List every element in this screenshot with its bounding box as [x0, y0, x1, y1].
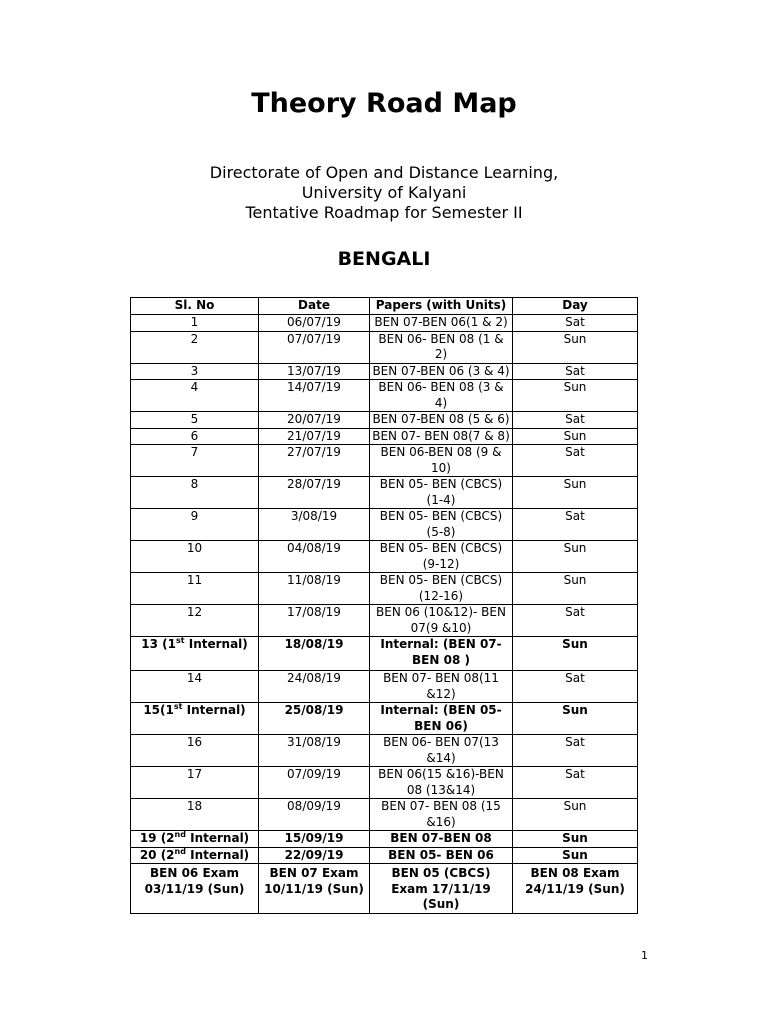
subject-heading: BENGALI — [337, 248, 431, 270]
exam-cell: BEN 08 Exam 24/11/19 (Sun) — [513, 864, 638, 914]
papers-cell: BEN 05- BEN (CBCS)(9-12) — [370, 541, 513, 573]
table-row — [131, 799, 638, 831]
day-cell: Sat — [513, 671, 638, 703]
subtitle-line-1: Directorate of Open and Distance Learning, — [209, 163, 559, 182]
table-row — [131, 703, 638, 735]
sl-no-cell: 15(1st Internal) — [131, 703, 259, 735]
sl-no-cell: 5 — [131, 412, 259, 429]
header-papers: Papers (with Units) — [370, 298, 513, 315]
date-cell: 13/07/19 — [259, 363, 370, 380]
papers-cell: BEN 06-BEN 08 (9 & 10) — [370, 445, 513, 477]
exam-cell: BEN 06 Exam 03/11/19 (Sun) — [131, 864, 259, 914]
date-cell: 11/08/19 — [259, 573, 370, 605]
day-cell: Sat — [513, 315, 638, 332]
header-day: Day — [513, 298, 638, 315]
sl-no-cell: 12 — [131, 605, 259, 637]
table-row — [131, 412, 638, 429]
day-cell: Sun — [513, 477, 638, 509]
date-cell: 24/08/19 — [259, 671, 370, 703]
sl-no-cell: 16 — [131, 735, 259, 767]
table-row — [131, 605, 638, 637]
day-cell: Sat — [513, 605, 638, 637]
date-cell: 18/08/19 — [259, 637, 370, 671]
date-cell: 06/07/19 — [259, 315, 370, 332]
papers-cell: BEN 06(15 &16)-BEN 08 (13&14) — [370, 767, 513, 799]
papers-cell: BEN 07-BEN 08 — [370, 831, 513, 848]
sl-no-cell: 9 — [131, 509, 259, 541]
sl-no-cell: 7 — [131, 445, 259, 477]
table-row — [131, 509, 638, 541]
date-cell: 20/07/19 — [259, 412, 370, 429]
date-cell: 25/08/19 — [259, 703, 370, 735]
date-cell: 3/08/19 — [259, 509, 370, 541]
day-cell: Sun — [513, 380, 638, 412]
papers-cell: BEN 07- BEN 08(11 &12) — [370, 671, 513, 703]
papers-cell: BEN 05- BEN (CBCS)(1-4) — [370, 477, 513, 509]
day-cell: Sun — [513, 573, 638, 605]
date-cell: 14/07/19 — [259, 380, 370, 412]
exam-cell: BEN 07 Exam 10/11/19 (Sun) — [259, 864, 370, 914]
document-subtitle — [0, 163, 768, 223]
papers-cell: Internal: (BEN 07-BEN 08 ) — [370, 637, 513, 671]
table-row — [131, 637, 638, 671]
papers-cell: BEN 05- BEN 06 — [370, 847, 513, 864]
day-cell: Sun — [513, 541, 638, 573]
header-date: Date — [259, 298, 370, 315]
document-title: Theory Road Map — [251, 88, 517, 119]
roadmap-table — [130, 297, 638, 914]
date-cell: 07/07/19 — [259, 331, 370, 363]
table-row — [131, 428, 638, 445]
table-body — [131, 315, 638, 864]
papers-cell: BEN 07-BEN 06(1 & 2) — [370, 315, 513, 332]
sl-no-cell: 3 — [131, 363, 259, 380]
subtitle-line-3: Tentative Roadmap for Semester II — [245, 203, 523, 222]
sl-no-cell: 2 — [131, 331, 259, 363]
table-header-row — [131, 298, 638, 315]
table-row — [131, 477, 638, 509]
papers-cell: BEN 07-BEN 08 (5 & 6) — [370, 412, 513, 429]
table-row — [131, 735, 638, 767]
sl-no-cell: 1 — [131, 315, 259, 332]
sl-no-cell: 14 — [131, 671, 259, 703]
date-cell: 08/09/19 — [259, 799, 370, 831]
date-cell: 28/07/19 — [259, 477, 370, 509]
day-cell: Sat — [513, 767, 638, 799]
day-cell: Sun — [513, 847, 638, 864]
sl-no-cell: 17 — [131, 767, 259, 799]
table-row — [131, 363, 638, 380]
day-cell: Sun — [513, 703, 638, 735]
exam-row — [131, 864, 638, 914]
day-cell: Sat — [513, 735, 638, 767]
table-row — [131, 331, 638, 363]
day-cell: Sat — [513, 509, 638, 541]
sl-no-cell: 6 — [131, 428, 259, 445]
date-cell: 15/09/19 — [259, 831, 370, 848]
papers-cell: BEN 07-BEN 06 (3 & 4) — [370, 363, 513, 380]
sl-no-cell: 19 (2nd Internal) — [131, 831, 259, 848]
header-sl-no: Sl. No — [131, 298, 259, 315]
day-cell: Sun — [513, 637, 638, 671]
subtitle-line-2: University of Kalyani — [301, 183, 467, 202]
table-row — [131, 380, 638, 412]
sl-no-cell: 11 — [131, 573, 259, 605]
sl-no-cell: 8 — [131, 477, 259, 509]
papers-cell: BEN 06- BEN 08 (1 & 2) — [370, 331, 513, 363]
papers-cell: BEN 06- BEN 07(13 &14) — [370, 735, 513, 767]
date-cell: 31/08/19 — [259, 735, 370, 767]
table-row — [131, 445, 638, 477]
sl-no-cell: 4 — [131, 380, 259, 412]
papers-cell: BEN 07- BEN 08 (15 &16) — [370, 799, 513, 831]
papers-cell: Internal: (BEN 05-BEN 06) — [370, 703, 513, 735]
table-row — [131, 831, 638, 848]
day-cell: Sun — [513, 428, 638, 445]
day-cell: Sun — [513, 331, 638, 363]
sl-no-cell: 20 (2nd Internal) — [131, 847, 259, 864]
date-cell: 04/08/19 — [259, 541, 370, 573]
day-cell: Sun — [513, 831, 638, 848]
papers-cell: BEN 05- BEN (CBCS)(5-8) — [370, 509, 513, 541]
papers-cell: BEN 07- BEN 08(7 & 8) — [370, 428, 513, 445]
sl-no-cell: 10 — [131, 541, 259, 573]
exam-cell: BEN 05 (CBCS) Exam 17/11/19 (Sun) — [370, 864, 513, 914]
papers-cell: BEN 05- BEN (CBCS)(12-16) — [370, 573, 513, 605]
table-row — [131, 573, 638, 605]
date-cell: 07/09/19 — [259, 767, 370, 799]
table-row — [131, 315, 638, 332]
table-row — [131, 767, 638, 799]
date-cell: 22/09/19 — [259, 847, 370, 864]
table-row — [131, 847, 638, 864]
papers-cell: BEN 06 (10&12)- BEN 07(9 &10) — [370, 605, 513, 637]
date-cell: 21/07/19 — [259, 428, 370, 445]
sl-no-cell: 18 — [131, 799, 259, 831]
day-cell: Sat — [513, 445, 638, 477]
date-cell: 17/08/19 — [259, 605, 370, 637]
table-row — [131, 671, 638, 703]
day-cell: Sat — [513, 363, 638, 380]
table-row — [131, 541, 638, 573]
day-cell: Sat — [513, 412, 638, 429]
sl-no-cell: 13 (1st Internal) — [131, 637, 259, 671]
page-number: 1 — [641, 949, 648, 962]
papers-cell: BEN 06- BEN 08 (3 & 4) — [370, 380, 513, 412]
date-cell: 27/07/19 — [259, 445, 370, 477]
day-cell: Sun — [513, 799, 638, 831]
